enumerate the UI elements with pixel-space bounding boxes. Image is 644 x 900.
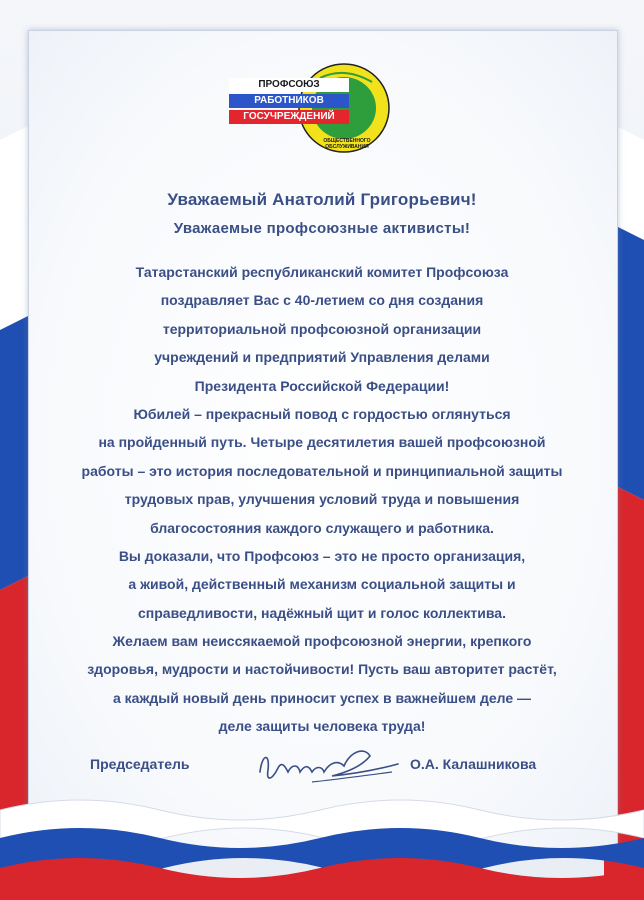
body-line: благосостояния каждого служащего и работника. (150, 519, 494, 536)
body-line: Юбилей – прекрасный повод с гордостью оглянуться (133, 405, 511, 422)
body-line: Президента Российской Федерации! (194, 377, 450, 394)
logo-line-1: ПРОФСОЮЗ (229, 78, 349, 92)
body-line: Желаем вам неиссякаемой профсоюзной энергии, крепкого (112, 633, 532, 650)
body-line: Вы доказали, что Профсоюз – это не просто организация, (118, 547, 526, 564)
body-line: территориальной профсоюзной организации (162, 320, 482, 337)
union-logo (216, 60, 394, 156)
body-line: трудовых прав, улучшения условий труда и повышения (124, 491, 520, 508)
bottom-flag-ribbon (0, 790, 644, 900)
signer-name: О.А. Калашникова (410, 756, 537, 772)
body-line: здоровья, мудрости и настойчивости! Пусть ваш авторитет растёт, (87, 661, 557, 678)
body-line: на пройденный путь. Четыре десятилетия вашей профсоюзной (98, 434, 546, 451)
handwritten-signature-icon (252, 742, 402, 788)
logo-arc-text: ОБЩЕСТВЕННОГО ОБСЛУЖИВАНИЯ (323, 138, 371, 150)
body-line: учреждений и предприятий Управления делами (154, 349, 490, 366)
signature-row (0, 752, 644, 792)
body-line: справедливости, надёжный щит и голос коллектива. (138, 604, 506, 621)
signer-title: Председатель (90, 756, 190, 772)
body-line: а живой, действенный механизм социальной защиты и (128, 576, 516, 593)
body-line: деле защиты человека труда! (218, 718, 426, 735)
logo-line-2: РАБОТНИКОВ (229, 94, 349, 108)
body-line: поздравляет Вас с 40-летием со дня создания (160, 292, 484, 309)
body-line: а каждый новый день приносит успех в важнейшем деле — (112, 689, 531, 706)
logo-line-3: ГОСУЧРЕЖДЕНИЙ (229, 110, 349, 124)
salutation-secondary: Уважаемые профсоюзные активисты! (173, 220, 471, 237)
salutation-primary: Уважаемый Анатолий Григорьевич! (167, 190, 477, 209)
body-line: Татарстанский республиканский комитет Профсоюза (135, 264, 509, 280)
letter-body (40, 258, 604, 741)
body-line: работы – это история последовательной и принципиальной защиты (81, 462, 563, 479)
